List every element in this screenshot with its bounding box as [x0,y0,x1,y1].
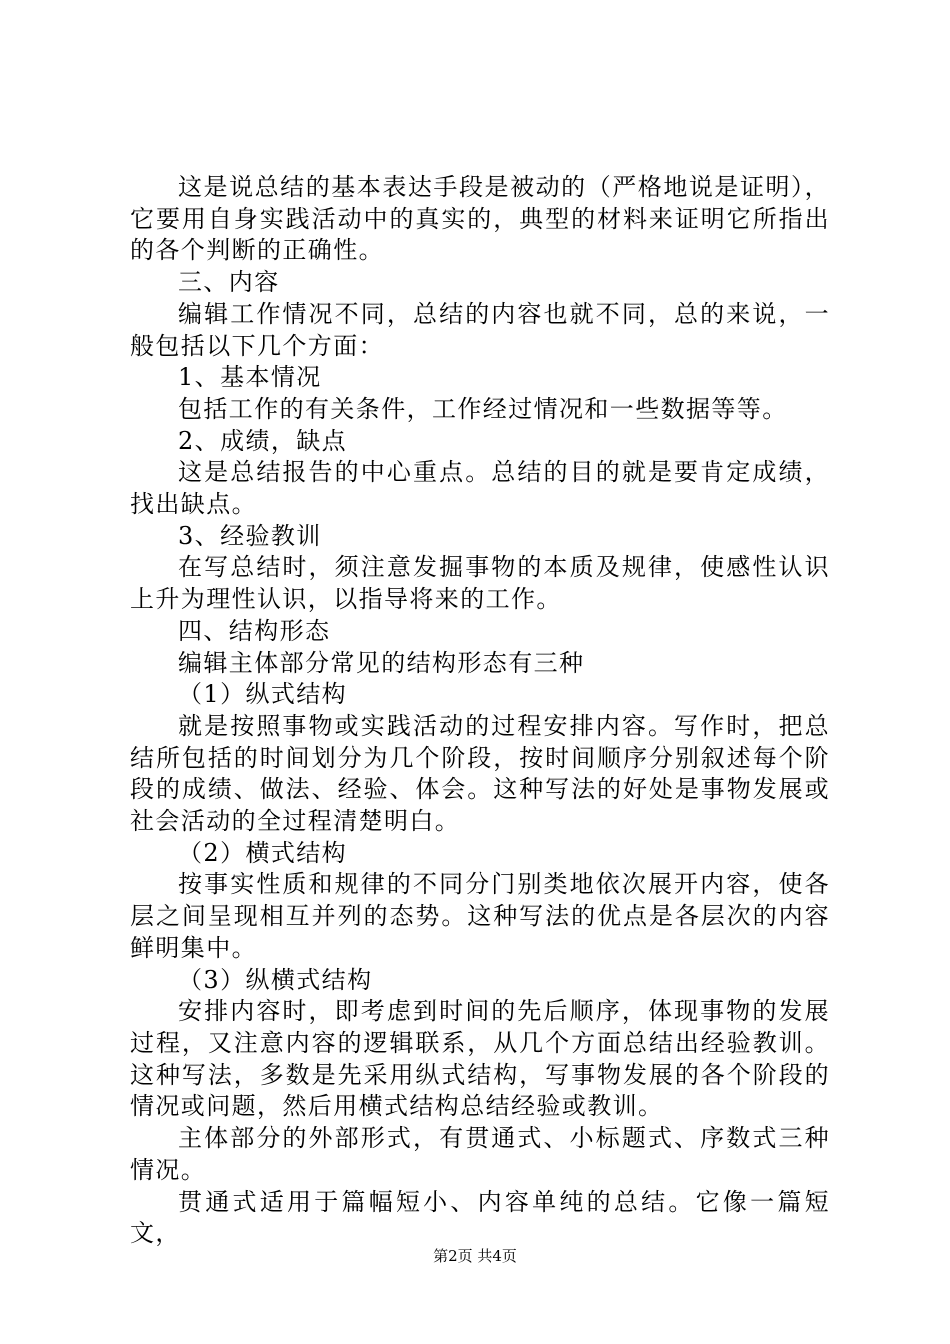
subheading-mixed-structure: （3）纵横式结构 [178,965,373,994]
paragraph: 编辑主体部分常见的结构形态有三种 [178,648,585,677]
paragraph: 编辑工作情况不同，总结的内容也就不同，总的来说，一般包括以下几个方面： [130,299,830,360]
paragraph: 主体部分的外部形式，有贯通式、小标题式、序数式三种情况。 [130,1124,830,1184]
paragraph: 贯通式适用于篇幅短小、内容单纯的总结。它像一篇短文， [130,1187,830,1248]
subheading-achievements: 2、成绩，缺点 [178,426,348,455]
paragraph: 这是总结报告的中心重点。总结的目的就是要肯定成绩，找出缺点。 [130,458,830,519]
subheading-vertical-structure: （1）纵式结构 [178,680,348,709]
paragraph: 就是按照事物或实践活动的过程安排内容。写作时，把总结所包括的时间划分为几个阶段，按时间顺序分别叙述每个阶段的成绩、做法、经验、体会。这种写法的好处是事物发展或社会活动的全过程清楚明白。 [130,711,830,836]
subheading-horizontal-structure: （2）横式结构 [178,838,348,867]
section-heading-content: 三、内容 [178,268,280,297]
paragraph: 在写总结时，须注意发掘事物的本质及规律，使感性认识上升为理性认识，以指导将来的工作。 [130,553,830,614]
page-number-footer: 第2页 共4页 [433,1247,517,1265]
document-body [130,172,830,1250]
paragraph: 安排内容时，即考虑到时间的先后顺序，体现事物的发展过程，又注意内容的逻辑联系，从几个方面总结出经验教训。这种写法，多数是先采用纵式结构，写事物发展的各个阶段的情况或问题，然后用横式结构总结经验或教训。 [130,997,830,1121]
subheading-basic-situation: 1、基本情况 [178,363,322,392]
paragraph: 包括工作的有关条件，工作经过情况和一些数据等等。 [178,394,788,423]
paragraph: 这是说总结的基本表达手段是被动的（严格地说是证明），它要用自身实践活动中的真实的，典型的材料来证明它所指出的各个判断的正确性。 [130,173,830,265]
paragraph: 按事实性质和规律的不同分门别类地依次展开内容，使各层之间呈现相互并列的态势。这种写法的优点是各层次的内容鲜明集中。 [130,870,830,962]
section-heading-structure: 四、结构形态 [178,616,331,645]
subheading-lessons: 3、经验教训 [178,521,322,550]
